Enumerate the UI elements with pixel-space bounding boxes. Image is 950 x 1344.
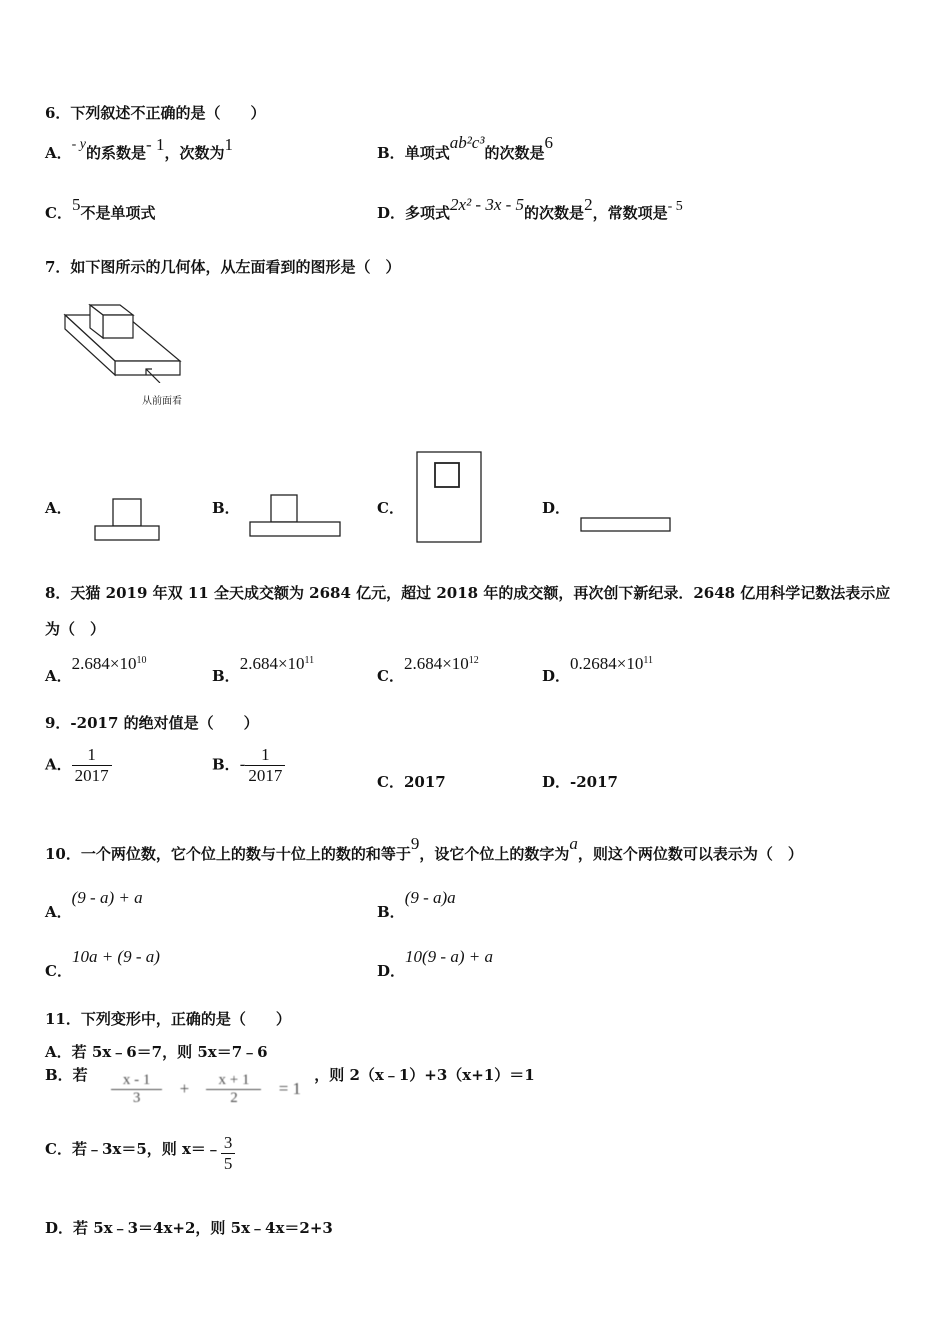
math-value: 6 [544,133,553,152]
math-expr: 2x² - 3x - 5 [450,195,525,214]
math-expr: 2.684×10 [239,654,305,673]
option-text: 2017 [403,773,446,791]
option-letter: B． [212,755,240,774]
option-text: ，次数为 [164,144,225,162]
fraction-numerator: 3 [221,1133,236,1154]
fraction [221,1133,236,1174]
math-value: - 5 [667,199,683,214]
option-letter: B． [377,903,405,921]
option-letter: A． [45,755,72,774]
math-expr: (9 - a)a [404,888,456,907]
fraction [245,745,285,786]
q6-option-b [377,133,553,163]
q7-option-a-label: A． [45,499,72,517]
q8-option-b [212,653,315,685]
q11-option-c [45,1133,235,1174]
q8-option-d [542,653,653,685]
math-exponent: 11 [643,655,653,666]
math-exponent: 10 [136,655,147,666]
option-text: 不是单项式 [80,204,156,222]
option-letter: D． [377,962,406,980]
solid-figure [60,293,190,383]
q7-option-b-figure [247,493,343,539]
math-expr: 0.2684×10 [570,654,644,673]
stem-text: ，设它个位上的数字为 [419,845,570,863]
fraction [206,1072,261,1107]
stem-text: 10．一个两位数，它个位上的数与十位上的数的和等于 [45,845,411,863]
math-expr: 2.684×10 [403,654,469,673]
math-value: 9 [410,834,420,853]
option-text: ，则 2（x﹣1）+3（x+1）＝1 [314,1065,535,1084]
q8-option-c [377,653,479,685]
option-letter: C． [377,773,404,791]
figure-caption: 从前面看 [142,396,182,407]
q7-option-c-label: C． [377,499,404,517]
q10-option-b [377,887,456,921]
math-value: 1 [224,135,233,154]
fraction-numerator: 1 [245,745,285,766]
math-expr: ab²c³ [449,133,485,152]
option-letter: C． [377,667,404,685]
option-letter: C． [45,204,72,222]
option-text: 的系数是 [86,144,147,162]
minus-sign: - [239,754,246,774]
q9-option-b [212,745,285,786]
q8-stem-line2: 为（ ） [45,620,106,638]
option-letter: D． [542,667,571,685]
option-text: ，常数项是 [592,204,668,222]
option-text: 的次数是 [484,144,545,162]
fraction-denominator: 2017 [248,766,283,785]
fraction-numerator: x - 1 [111,1072,163,1090]
q7-option-b-label: B． [212,499,240,517]
math-expr: 10(9 - a) + a [405,947,493,966]
q7-option-d-label: D． [542,499,571,517]
math-value: 2 [584,195,593,214]
fraction-denominator: 2 [230,1090,238,1106]
q8-stem-line1: 8．天猫 2019 年双 11 全天成交额为 2684 亿元，超过 2018 年的成交额，再次创下新纪录．2648 亿用科学记数法表示应 [45,584,891,602]
q11-option-d: D．若 5x﹣3＝4x+2，则 5x﹣4x＝2+3 [45,1219,333,1237]
fraction [72,745,112,786]
option-letter: B． [212,667,240,685]
fraction-denominator: 2017 [74,766,109,785]
q9-option-a [45,745,112,786]
math-expr: 2.684×10 [71,654,137,673]
q8-option-a [45,653,147,685]
q10-option-d [377,946,493,980]
option-letter: A． [45,144,72,162]
q6-option-d [377,195,683,223]
math-expr: - y [71,137,87,152]
option-text: 单项式 [404,144,450,162]
option-text: 的次数是 [524,204,585,222]
option-letter: A． [45,667,72,685]
q6-stem: 6．下列叙述不正确的是（ ） [45,104,266,122]
q9-option-c [377,771,446,792]
q7-stem: 7．如下图所示的几何体，从左面看到的图形是（ ） [45,258,401,276]
option-letter: D． [542,773,571,791]
q11-stem: 11．下列变形中，正确的是（ ） [45,1010,291,1028]
fraction-denominator: 3 [132,1090,141,1106]
math-exponent: 12 [468,655,479,666]
q11-option-b [45,1065,535,1107]
math-expr: (9 - a) + a [71,888,143,907]
fraction-numerator: x + 1 [206,1072,261,1090]
fraction-numerator: 1 [72,745,112,766]
q6-option-a [45,135,233,163]
q11-option-a: A．若 5x﹣6＝7，则 5x＝7﹣6 [45,1043,268,1061]
option-letter: C． [45,962,72,980]
q10-option-a [45,887,143,921]
blurred-equation [111,1072,301,1107]
q7-option-d-figure [578,514,674,536]
option-text: C．若﹣3x＝5，则 x＝﹣ [45,1139,221,1158]
option-letter: B．若 [45,1065,88,1084]
option-letter: A． [45,903,72,921]
option-letter: D． [377,204,406,222]
math-exponent: 11 [304,655,315,666]
q7-option-c-figure [413,449,485,547]
math-value: 5 [71,195,81,214]
q6-option-c [45,195,156,223]
option-letter: B． [377,144,405,162]
stem-text: ，则这个两位数可以表示为（ ） [577,845,803,863]
fraction-denominator: 5 [223,1154,233,1173]
option-text: -2017 [570,773,618,791]
math-value: - 1 [146,135,165,154]
q7-option-a-figure [92,497,162,543]
q9-option-d [542,771,618,792]
q10-stem [45,834,803,864]
plus-sign: + [179,1078,190,1098]
math-var: a [569,834,578,853]
math-expr: 10a + (9 - a) [71,947,160,966]
equals-value: = 1 [278,1078,302,1098]
fraction [111,1072,163,1107]
q10-option-c [45,946,160,980]
option-text: 多项式 [405,204,451,222]
q9-stem: 9．-2017 的绝对值是（ ） [45,714,259,732]
